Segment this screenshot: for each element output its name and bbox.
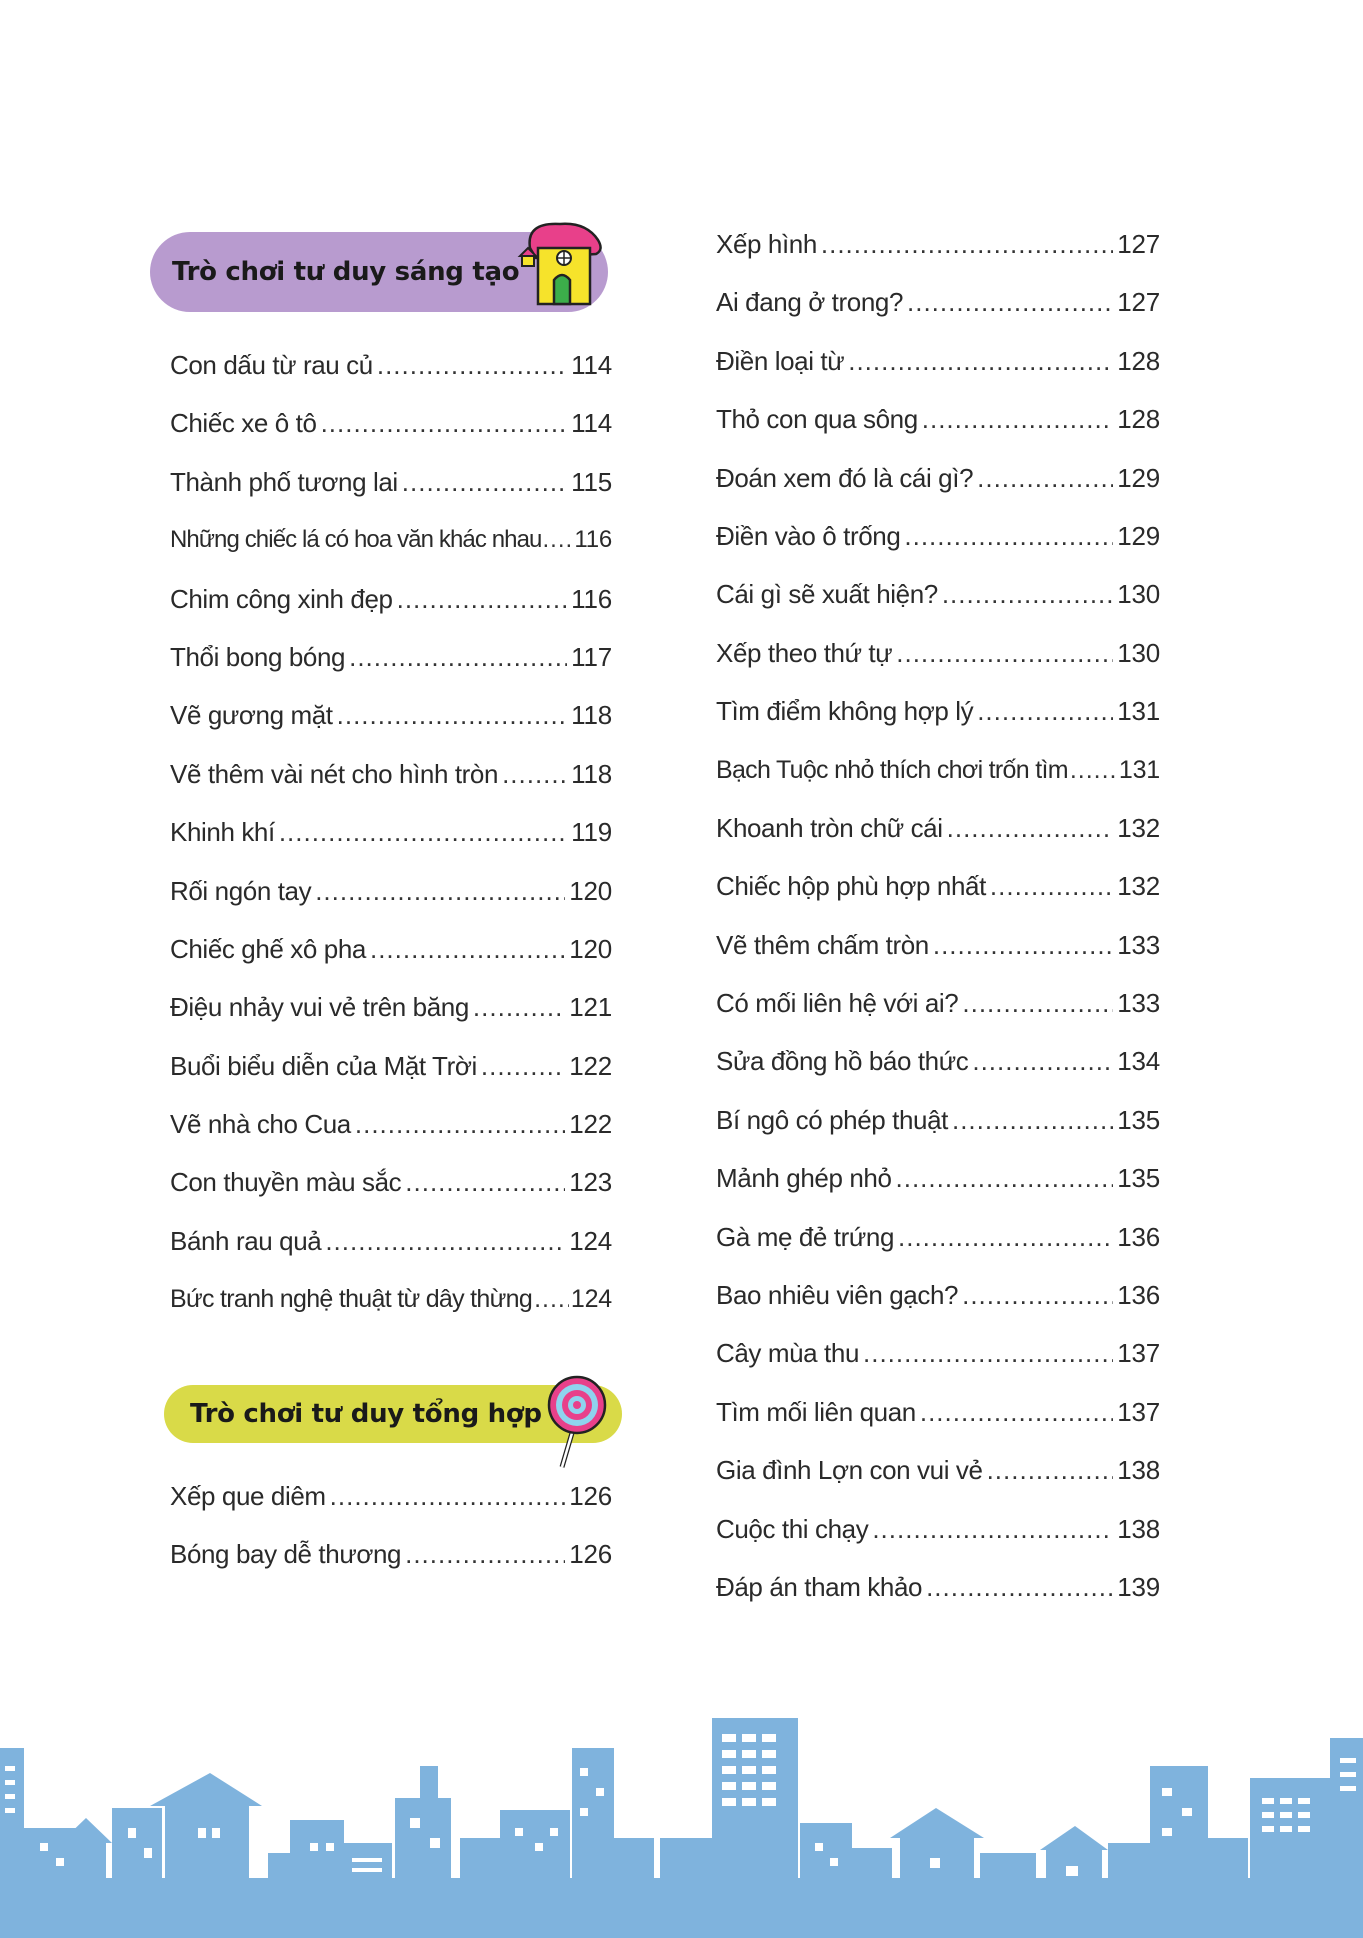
toc-item[interactable]: Tìm điểm không hợp lý ..... 131 xyxy=(716,682,1160,740)
toc-left-column xyxy=(150,232,612,1583)
toc-item[interactable]: Bạch Tuộc nhỏ thích chơi trốn tìm ..... 131 xyxy=(716,741,1160,799)
toc-item[interactable]: Con dấu từ rau củ ..... 114 xyxy=(170,336,612,394)
toc-item[interactable]: Khinh khí ..... 119 xyxy=(170,803,612,861)
toc-list-creative xyxy=(150,336,612,1329)
toc-item[interactable]: Vẽ thêm vài nét cho hình tròn ..... 118 xyxy=(170,745,612,803)
toc-item[interactable]: Có mối liên hệ với ai? ..... 133 xyxy=(716,974,1160,1032)
toc-item[interactable]: Buổi biểu diễn của Mặt Trời ..... 122 xyxy=(170,1037,612,1095)
toc-item[interactable]: Thỏ con qua sông ..... 128 xyxy=(716,390,1160,448)
toc-item[interactable]: Ai đang ở trong? ..... 127 xyxy=(716,273,1160,331)
toc-item[interactable]: Thành phố tương lai ..... 115 xyxy=(170,453,612,511)
toc-item[interactable]: Tìm mối liên quan ..... 137 xyxy=(716,1383,1160,1441)
toc-item[interactable]: Đoán xem đó là cái gì? ..... 129 xyxy=(716,449,1160,507)
toc-item[interactable]: Con thuyền màu sắc ..... 123 xyxy=(170,1153,612,1211)
toc-item[interactable]: Rối ngón tay ..... 120 xyxy=(170,862,612,920)
toc-item[interactable]: Vẽ thêm chấm tròn ..... 133 xyxy=(716,916,1160,974)
section-header-creative xyxy=(150,232,608,312)
toc-list-general-continued xyxy=(700,215,1160,1616)
toc-item[interactable]: Đáp án tham khảo ..... 139 xyxy=(716,1558,1160,1616)
toc-item[interactable]: Xếp que diêm ..... 126 xyxy=(170,1467,612,1525)
toc-item[interactable]: Cái gì sẽ xuất hiện? ..... 130 xyxy=(716,565,1160,623)
toc-item[interactable]: Điệu nhảy vui vẻ trên băng ..... 121 xyxy=(170,978,612,1036)
city-skyline-illustration xyxy=(0,1638,1363,1938)
toc-item[interactable]: Bánh rau quả ..... 124 xyxy=(170,1212,612,1270)
toc-item[interactable]: Bức tranh nghệ thuật từ dây thừng ..... 124 xyxy=(170,1270,612,1328)
toc-item[interactable]: Xếp hình ..... 127 xyxy=(716,215,1160,273)
toc-item[interactable]: Xếp theo thứ tự ..... 130 xyxy=(716,624,1160,682)
toc-item[interactable]: Gà mẹ đẻ trứng ..... 136 xyxy=(716,1208,1160,1266)
toc-item[interactable]: Gia đình Lợn con vui vẻ ..... 138 xyxy=(716,1441,1160,1499)
toc-item[interactable]: Điền loại từ ..... 128 xyxy=(716,332,1160,390)
toc-item[interactable]: Bao nhiêu viên gạch? ..... 136 xyxy=(716,1266,1160,1324)
toc-item[interactable]: Những chiếc lá có hoa văn khác nhau ..... 116 xyxy=(170,511,612,569)
toc-item[interactable]: Chiếc hộp phù hợp nhất ..... 132 xyxy=(716,857,1160,915)
section-title: Trò chơi tư duy sáng tạo xyxy=(172,257,520,287)
toc-item[interactable]: Chim công xinh đẹp ..... 116 xyxy=(170,570,612,628)
toc-item[interactable]: Vẽ nhà cho Cua ..... 122 xyxy=(170,1095,612,1153)
toc-item[interactable]: Vẽ gương mặt ..... 118 xyxy=(170,686,612,744)
toc-item[interactable]: Khoanh tròn chữ cái ..... 132 xyxy=(716,799,1160,857)
toc-item[interactable]: Cây mùa thu ..... 137 xyxy=(716,1324,1160,1382)
toc-item[interactable]: Bí ngô có phép thuật ..... 135 xyxy=(716,1091,1160,1149)
section-title: Trò chơi tư duy tổng hợp xyxy=(190,1398,542,1429)
toc-item[interactable]: Sửa đồng hồ báo thức ..... 134 xyxy=(716,1032,1160,1090)
house-icon xyxy=(516,218,612,323)
lollipop-icon xyxy=(542,1373,612,1474)
toc-item[interactable]: Chiếc xe ô tô ..... 114 xyxy=(170,394,612,452)
toc-item[interactable]: Chiếc ghế xô pha ..... 120 xyxy=(170,920,612,978)
toc-right-column xyxy=(700,215,1160,1616)
toc-item[interactable]: Điền vào ô trống ..... 129 xyxy=(716,507,1160,565)
toc-item[interactable]: Bóng bay dễ thương ..... 126 xyxy=(170,1525,612,1583)
toc-item[interactable]: Thổi bong bóng ..... 117 xyxy=(170,628,612,686)
toc-item[interactable]: Cuộc thi chạy ..... 138 xyxy=(716,1500,1160,1558)
section-header-general xyxy=(164,1385,622,1443)
toc-list-general xyxy=(150,1467,612,1584)
toc-item[interactable]: Mảnh ghép nhỏ ..... 135 xyxy=(716,1149,1160,1207)
